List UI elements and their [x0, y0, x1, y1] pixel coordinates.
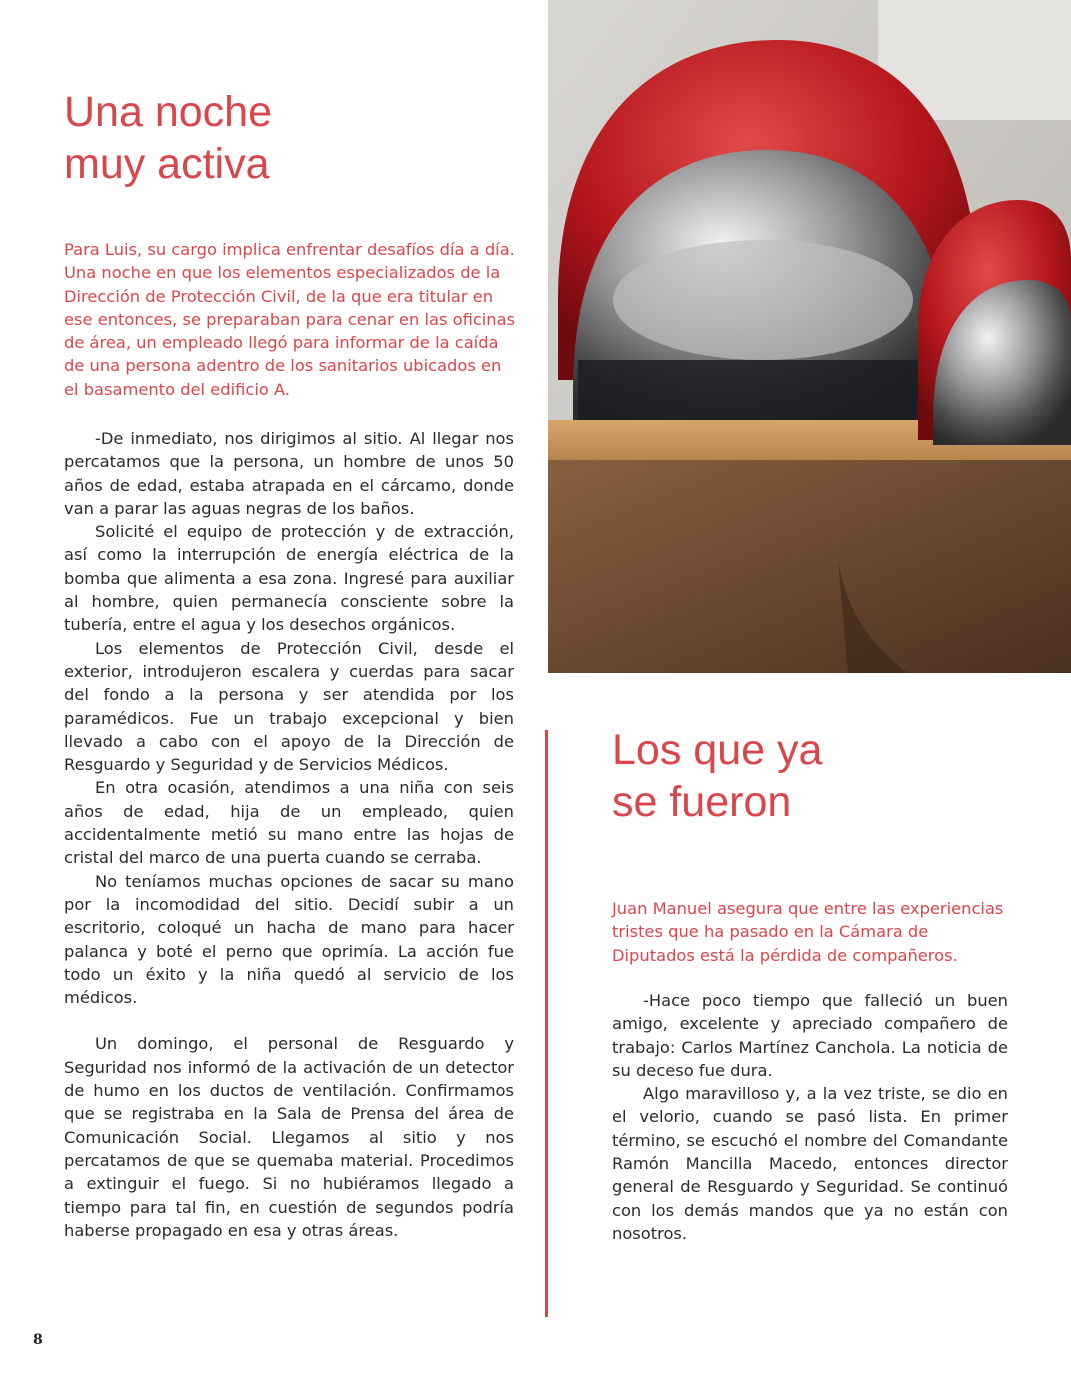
body-paragraph: Algo maravilloso y, a la vez triste, se dio en el velorio, cuando se pasó lista. En primer término, se escuchó el nombre del Comandante Ramón Mancilla Macedo, entonces director general de Resguardo y Seguridad. Se continuó con los demás mandos que ya no están con nosotros.: [612, 1084, 1008, 1243]
page-number: 8: [33, 1332, 43, 1348]
body-paragraph: En otra ocasión, atendimos a una niña con seis años de edad, hija de un empleado, quien accidentalmente metió su mano entre las hojas de cristal del marco de una puerta cuando se cerraba.: [64, 778, 514, 868]
body-column-left: [64, 427, 514, 1242]
body-paragraph: -Hace poco tiempo que falleció un buen amigo, excelente y apreciado compañero de trabajo: Carlos Martínez Canchola. La noticia de su deceso fue dura.: [612, 991, 1008, 1080]
title-line-2: muy activa: [64, 140, 270, 188]
body-column-right: [612, 989, 1008, 1245]
title-line-1: Una noche: [64, 88, 272, 136]
lead-paragraph-right: Juan Manuel asegura que entre las experiencias tristes que ha pasado en la Cámara de Diputados está la pérdida de compañeros.: [612, 899, 1004, 965]
lead-paragraph-left: Para Luis, su cargo implica enfrentar desafíos día a día. Una noche en que los elementos especializados de la Dirección de Protección Civil, de la que era titular en ese entonces, se preparaban para cenar en las oficinas de área, un empleado llegó para informar de la caída de una persona adentro de los sanitarios ubicados en el basamento del edificio A.: [64, 240, 516, 399]
article-title-left: [64, 86, 484, 190]
article-title-right: [612, 724, 1032, 828]
body-paragraph: Un domingo, el personal de Resguardo y Seguridad nos informó de la activación de un detector de humo en los ductos de ventilación. Confirmamos que se registraba en la Sala de Prensa del área de Comunicación Social. Llegamos al sitio y nos percatamos de que se quemaba material. Procedimos a extinguir el fuego. Si no hubiéramos llegado a tiempo para tal fin, en cuestión de segundos podría haberse propagado en esa y otras áreas.: [64, 1034, 514, 1240]
body-paragraph: No teníamos muchas opciones de sacar su mano por la incomodidad del sitio. Decidí subir a un escritorio, coloqué un hacha de mano para hacer palanca y boté el perno que oprimía. La acción fue todo un éxito y la niña quedó al servicio de los médicos.: [64, 871, 514, 1008]
title-line-2: se fueron: [612, 778, 792, 826]
body-paragraph: Solicité el equipo de protección y de extracción, así como la interrupción de energía eléctrica de la bomba que alimenta a esa zona. Ingresé para auxiliar al hombre, quien permanecía consciente sobre la tubería, entre el agua y los desechos orgánicos.: [64, 522, 514, 635]
firefighter-helmets-photo: [548, 0, 1071, 673]
title-line-1: Los que ya: [612, 726, 823, 774]
body-paragraph: -De inmediato, nos dirigimos al sitio. Al llegar nos percatamos que la persona, un hombre de unos 50 años de edad, estaba atrapada en el cárcamo, donde van a parar las aguas negras de los baños.: [64, 429, 514, 518]
body-paragraph: Los elementos de Protección Civil, desde el exterior, introdujeron escalera y cuerdas para sacar del fondo a la persona y ser atendida por los paramédicos. Fue un trabajo excepcional y bien llevado a cabo con el apoyo de la Dirección de Resguardo y Seguridad y de Servicios Médicos.: [64, 638, 514, 775]
column-divider: [545, 730, 548, 1317]
